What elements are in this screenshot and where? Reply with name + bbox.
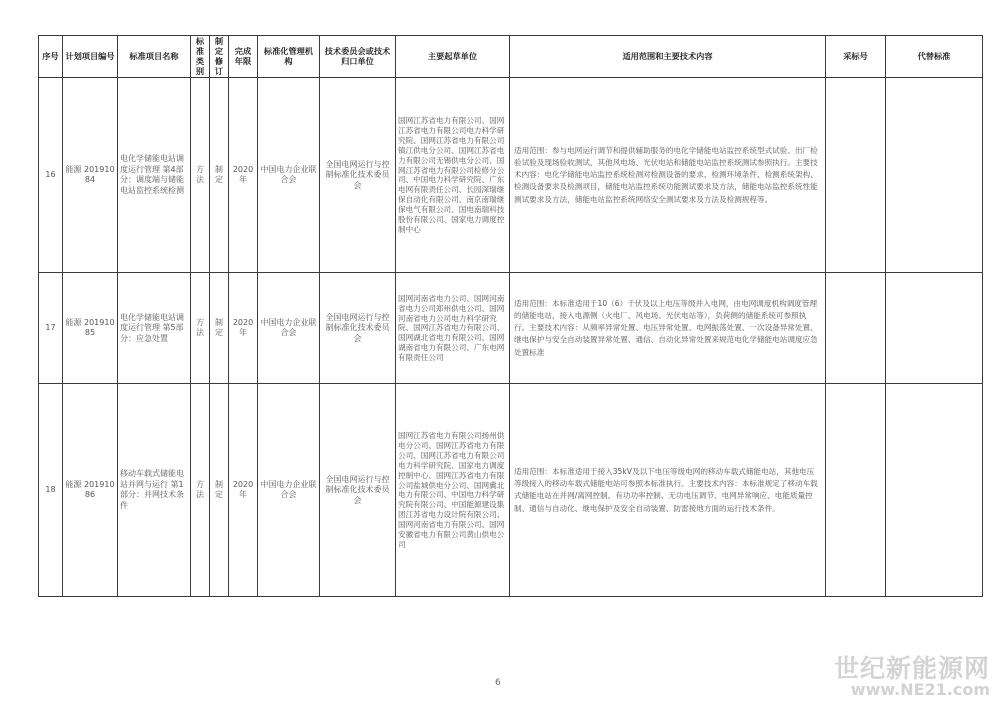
cell-plan-no: 能源 20191086 — [63, 384, 118, 597]
cell-drafters: 国网江苏省电力有限公司扬州供电分公司、国网江苏省电力有限公司、国网江苏省电力有限公司电力科学研究院、国家电力调度控制中心、国网江苏省电力有限公司盐城供电分公司、国网冀北电力有限公司、中国电力科学研究院有限公司、中国能源建设集团江苏省电力设计院有限公司、国网河南省电力有限公司、国网安徽省电力有限公司黄山供电公司 — [396, 384, 510, 597]
header-category: 标准类别 — [191, 36, 210, 78]
cell-scope: 适用范围：参与电网运行调节和提供辅助服务的电化学储能电站监控系统型式试验、出厂检验试验及现场验收测试，其他风电场、光伏电站和储能电站监控系统测试参照执行。主要技术内容：电化学储能电站监控系统检测对检测设备的要求、检测环境条件、检测系统架构、检测设备要求及检测项目，储能电站监控系统功能测试要求及方法，储能电站监控系统性能测试要求及方法，储能电站监控系统网络安全测试要求及方法及检测规程等。 — [510, 78, 826, 273]
table-row — [39, 273, 983, 384]
cell-name: 电化学储能电站调度运行管理 第5部分：应急处置 — [118, 273, 191, 384]
header-year: 完成年限 — [229, 36, 258, 78]
cell-year: 2020年 — [229, 78, 258, 273]
cell-name: 移动车载式储能电站并网与运行 第1部分：并网技术条件 — [118, 384, 191, 597]
table-row — [39, 384, 983, 597]
cell-org: 中国电力企业联合会 — [258, 384, 320, 597]
cell-seq: 16 — [39, 78, 63, 273]
cell-scope: 适用范围：本标准适用于接入35kV及以下电压等级电网的移动车载式储能电站，其他电压等级接入的移动车载式储能电站可参照本标准执行。主要技术内容：本标准规定了移动车载式储能电站在并网/离网控制、有功功率控制、无功电压调节、电网异常响应、电能质量控制、通信与自动化、继电保护及安全自动装置、防雷接地方面的运行技术条件。 — [510, 384, 826, 597]
header-drafters: 主要起草单位 — [396, 36, 510, 78]
header-name: 标准项目名称 — [118, 36, 191, 78]
standards-table — [38, 35, 983, 597]
cell-scope: 适用范围：本标准适用于10（6）千伏及以上电压等级并入电网，由电网调度机构调度管理的储能电站，接入电源侧（火电厂、风电场、光伏电站等），负荷侧的储能系统可参照执行。主要技术内容：从频率异常处置、电压异常处置、电网振荡处置、一次设备异常处置、继电保护与安全自动装置异常处置、通信、自动化异常处置来规范电化学储能电站调度应急处置标准 — [510, 273, 826, 384]
cell-committee: 全国电网运行与控制标准化技术委员会 — [320, 384, 396, 597]
cell-name: 电化学储能电站调度运行管理 第4部分：调度端与储能电站监控系统检测 — [118, 78, 191, 273]
cell-type: 制定 — [210, 384, 229, 597]
cell-category: 方法 — [191, 273, 210, 384]
header-type: 制定修订 — [210, 36, 229, 78]
cell-seq: 17 — [39, 273, 63, 384]
header-scope: 适用范围和主要技术内容 — [510, 36, 826, 78]
cell-category: 方法 — [191, 384, 210, 597]
cell-seq: 18 — [39, 384, 63, 597]
cell-replace — [886, 384, 983, 597]
standards-sheet — [38, 35, 982, 597]
header-org: 标准化管理机构 — [258, 36, 320, 78]
cell-year: 2020年 — [229, 384, 258, 597]
cell-drafters: 国网江苏省电力有限公司、国网江苏省电力有限公司电力科学研究院、国网江苏省电力有限公司镇江供电分公司、国网江苏省电力有限公司无锡供电分公司、国网江苏省电力有限公司检修分公司、中国电力科学研究院、广东电网有限责任公司、长园深瑞继保自动化有限公司、南京南瑞继保电气有限公司、国电南瑞科技股份有限公司、国家电力调度控制中心 — [396, 78, 510, 273]
cell-category: 方法 — [191, 78, 210, 273]
table-header-row — [39, 36, 983, 78]
cell-replace — [886, 78, 983, 273]
cell-type: 制定 — [210, 78, 229, 273]
watermark-site-name: 世纪新能源网 — [833, 654, 990, 684]
header-replace: 代替标准 — [886, 36, 983, 78]
cell-org: 中国电力企业联合会 — [258, 78, 320, 273]
cell-type: 制定 — [210, 273, 229, 384]
watermark-url: www.NE21.com — [850, 680, 990, 700]
cell-org: 中国电力企业联合会 — [258, 273, 320, 384]
cell-adopt — [826, 273, 886, 384]
cell-drafters: 国网河南省电力公司、国网河南省电力公司郑州供电公司、国网河南省电力公司电力科学研究院、国网江苏省电力有限公司、国网湖北省电力有限公司、国网湖南省电力有限公司、广东电网有限责任公司 — [396, 273, 510, 384]
table-row — [39, 78, 983, 273]
cell-replace — [886, 273, 983, 384]
cell-plan-no: 能源 20191085 — [63, 273, 118, 384]
cell-committee: 全国电网运行与控制标准化技术委员会 — [320, 78, 396, 273]
cell-adopt — [826, 384, 886, 597]
site-watermark — [834, 656, 990, 699]
header-plan-no: 计划项目编号 — [63, 36, 118, 78]
cell-year: 2020年 — [229, 273, 258, 384]
header-adopt: 采标号 — [826, 36, 886, 78]
cell-committee: 全国电网运行与控制标准化技术委员会 — [320, 273, 396, 384]
page-number: 6 — [495, 678, 501, 688]
header-committee: 技术委员会或技术归口单位 — [320, 36, 396, 78]
cell-plan-no: 能源 20191084 — [63, 78, 118, 273]
cell-adopt — [826, 78, 886, 273]
header-seq: 序号 — [39, 36, 63, 78]
